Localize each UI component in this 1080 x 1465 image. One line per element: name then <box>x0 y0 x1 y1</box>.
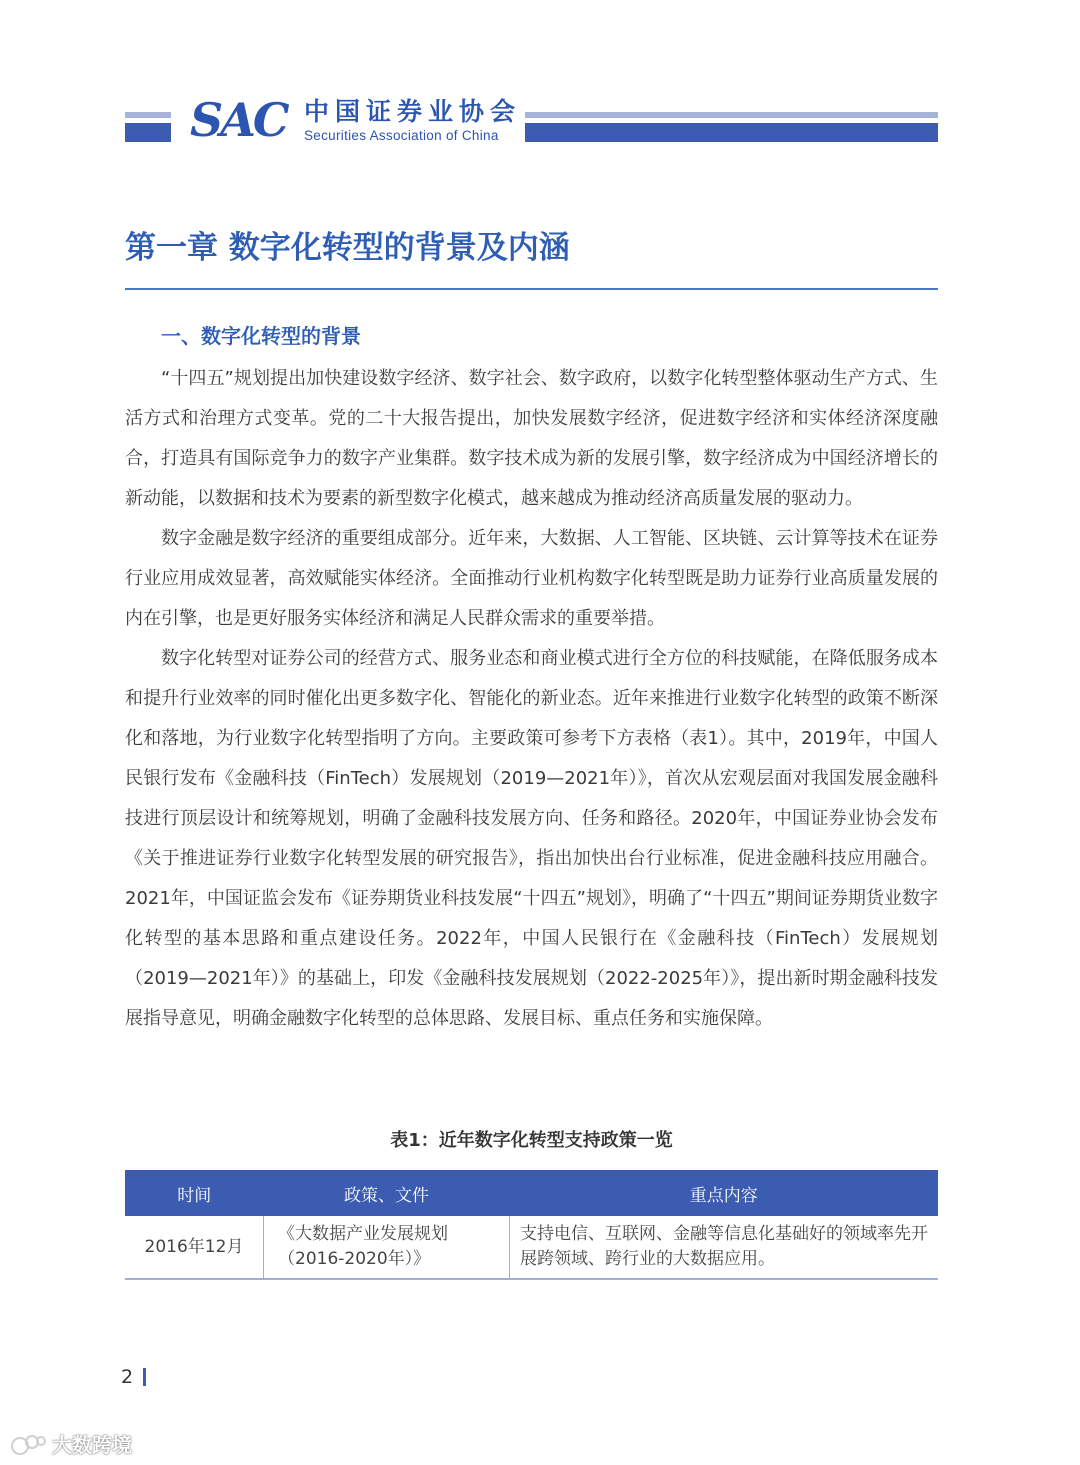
watermark-logo-icon <box>10 1432 48 1458</box>
chapter-title: 第一章 数字化转型的背景及内涵 <box>125 230 570 266</box>
column-header-policy: 政策、文件 <box>264 1170 510 1216</box>
paragraph: “十四五”规划提出加快建设数字经济、数字社会、数字政府，以数字化转型整体驱动生产方式、生活方式和治理方式变革。党的二十大报告提出，加快发展数字经济，促进数字经济和实体经济深度融合，打造具有国际竞争力的数字产业集群。数字技术成为新的发展引擎，数字经济成为中国经济增长的新动能，以数据和技术为要素的新型数字化模式，越来越成为推动经济高质量发展的驱动力。 <box>125 368 938 509</box>
org-name-en: Securities Association of China <box>304 128 499 143</box>
table-row <box>125 1216 938 1279</box>
column-header-content: 重点内容 <box>510 1170 939 1216</box>
page-number: 2 <box>121 1366 134 1388</box>
cell-policy: 《大数据产业发展规划（2016-2020年）》 <box>264 1216 510 1279</box>
section-title: 一、数字化转型的背景 <box>161 324 361 348</box>
table-header-row <box>125 1170 938 1216</box>
cell-time: 2016年12月 <box>125 1216 264 1279</box>
page-number-bar <box>143 1368 146 1386</box>
sac-logo: SAC <box>190 93 287 147</box>
column-header-time: 时间 <box>125 1170 264 1216</box>
header-stripe-left <box>125 112 171 142</box>
paragraph: 数字金融是数字经济的重要组成部分。近年来，大数据、人工智能、区块链、云计算等技术在证券行业应用成效显著，高效赋能实体经济。全面推动行业机构数字化转型既是助力证券行业高质量发展的内在引擎，也是更好服务实体经济和满足人民群众需求的重要举措。 <box>125 528 938 629</box>
chapter-divider <box>125 288 938 290</box>
policy-table <box>125 1170 938 1280</box>
paragraph: 数字化转型对证券公司的经营方式、服务业态和商业模式进行全方位的科技赋能，在降低服务成本和提升行业效率的同时催化出更多数字化、智能化的新业态。近年来推进行业数字化转型的政策不断深化和落地，为行业数字化转型指明了方向。主要政策可参考下方表格（表1）。其中，2019年，中国人民银行发布《金融科技（FinTech）发展规划（2019—2021年）》，首次从宏观层面对我国发展金融科技进行顶层设计和统筹规划，明确了金融科技发展方向、任务和路径。2020年，中国证券业协会发布《关于推进证券行业数字化转型发展的研究报告》，指出加快出台行业标准，促进金融科技应用融合。2021年，中国证监会发布《证券期货业科技发展“十四五”规划》，明确了“十四五”期间证券期货业数字化转型的基本思路和重点建设任务。2022年，中国人民银行在《金融科技（FinTech）发展规划（2019—2021年）》的基础上，印发《金融科技发展规划（2022-2025年）》，提出新时期金融科技发展指导意见，明确金融数字化转型的总体思路、发展目标、重点任务和实施保障。 <box>125 648 938 1029</box>
cell-content: 支持电信、互联网、金融等信息化基础好的领域率先开展跨领域、跨行业的大数据应用。 <box>510 1216 939 1279</box>
table-caption: 表1：近年数字化转型支持政策一览 <box>390 1130 673 1151</box>
watermark-text: 大数跨境 <box>52 1433 132 1457</box>
header-stripe-right <box>525 112 938 142</box>
org-name-cn: 中国证券业协会 <box>304 97 522 126</box>
body-text <box>125 359 938 1039</box>
